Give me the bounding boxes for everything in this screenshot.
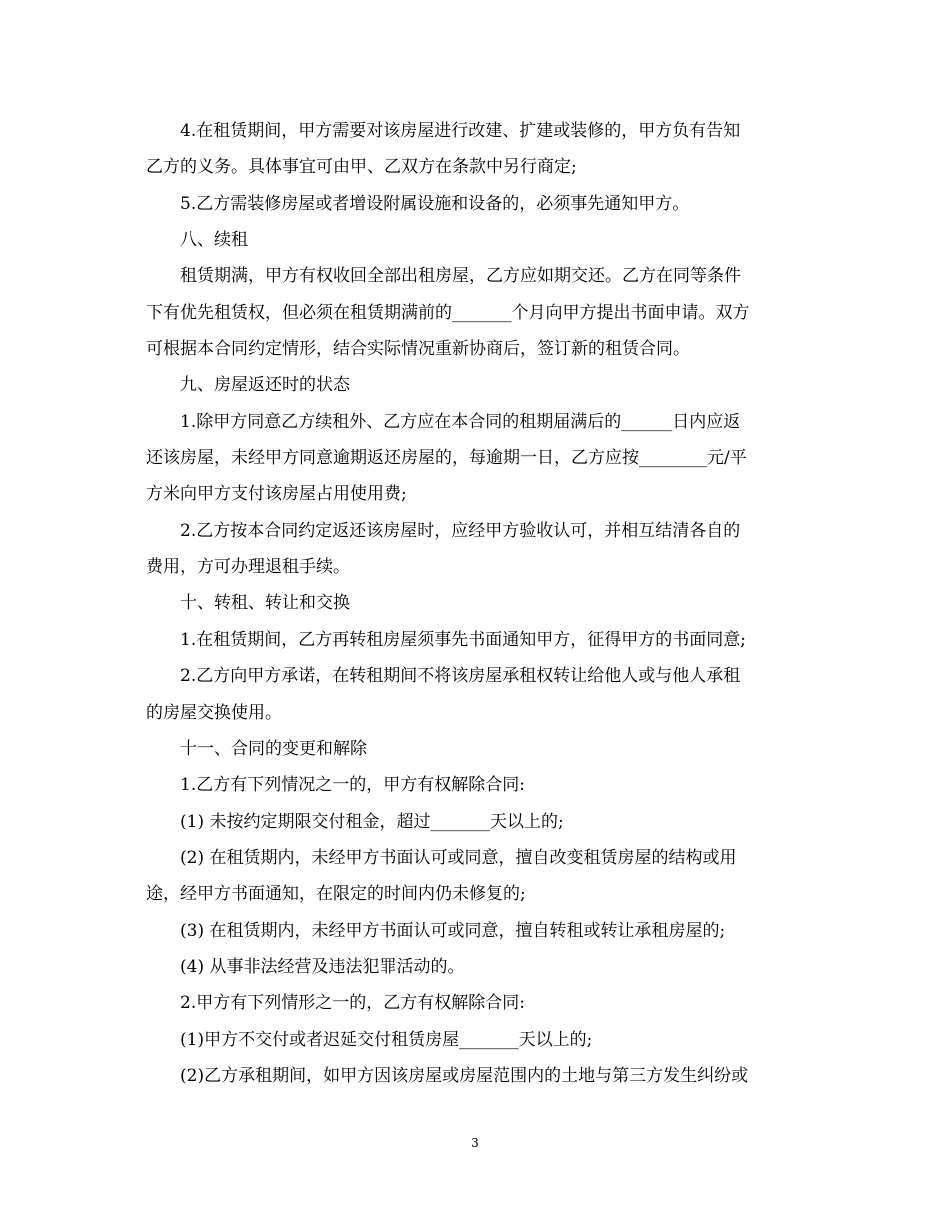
section-heading: 十一、合同的变更和解除 xyxy=(180,738,367,759)
text-line: 1.在租赁期间，乙方再转租房屋须事先书面通知甲方，征得甲方的书面同意; xyxy=(180,629,746,650)
text-line: (3) 在租赁期内，未经甲方书面认可或同意，擅自转租或转让承租房屋的; xyxy=(180,920,726,941)
section-heading: 八、续租 xyxy=(180,230,248,251)
text-line: 乙方的义务。具体事宜可由甲、乙双方在条款中另行商定; xyxy=(146,157,577,178)
text-line: 方米向甲方支付该房屋占用使用费; xyxy=(146,484,407,505)
text-line: 2.乙方向甲方承诺，在转租期间不将该房屋承租权转让给他人或与他人承租 xyxy=(180,666,741,687)
text-line: 可根据本合同约定情形，结合实际情况重新协商后，签订新的租赁合同。 xyxy=(146,339,690,360)
section-heading: 十、转租、转让和交换 xyxy=(180,593,350,614)
text-line: 费用，方可办理退租手续。 xyxy=(146,557,350,578)
text-line: (1)甲方不交付或者迟延交付租赁房屋_______天以上的; xyxy=(180,1029,593,1050)
text-line: 2.乙方按本合同约定返还该房屋时，应经甲方验收认可，并相互结清各自的 xyxy=(180,520,741,541)
text-line: 1.除甲方同意乙方续租外、乙方应在本合同的租期届满后的______日内应返 xyxy=(180,411,741,432)
text-line: 下有优先租赁权，但必须在租赁期满前的_______个月向甲方提出书面申请。双方 xyxy=(146,302,750,323)
text-line: (2)乙方承租期间，如甲方因该房屋或房屋范围内的土地与第三方发生纠纷或 xyxy=(180,1065,749,1086)
text-line: 还该房屋，未经甲方同意逾期返还房屋的，每逾期一日，乙方应按________元/平 xyxy=(146,448,747,469)
text-line: 租赁期满，甲方有权收回全部出租房屋，乙方应如期交还。乙方在同等条件 xyxy=(180,266,741,287)
text-line: 4.在租赁期间，甲方需要对该房屋进行改建、扩建或装修的，甲方负有告知 xyxy=(180,121,741,141)
text-line: 1.乙方有下列情况之一的，甲方有权解除合同: xyxy=(180,775,525,796)
text-line: (1) 未按约定期限交付租金，超过_______天以上的; xyxy=(180,811,564,832)
section-heading: 九、房屋返还时的状态 xyxy=(180,375,350,396)
page-number: 3 xyxy=(471,1136,479,1150)
text-line: 5.乙方需装修房屋或者增设附属设施和设备的，必须事先通知甲方。 xyxy=(180,193,690,214)
text-line: 2.甲方有下列情形之一的，乙方有权解除合同: xyxy=(180,993,525,1014)
document-body xyxy=(146,113,806,1094)
text-line: 的房屋交换使用。 xyxy=(146,702,282,723)
text-line: (2) 在租赁期内，未经甲方书面认可或同意，擅自改变租赁房屋的结构或用 xyxy=(180,847,737,868)
text-line: (4) 从事非法经营及违法犯罪活动的。 xyxy=(180,956,465,977)
text-line: 途，经甲方书面通知，在限定的时间内仍未修复的; xyxy=(146,884,526,905)
